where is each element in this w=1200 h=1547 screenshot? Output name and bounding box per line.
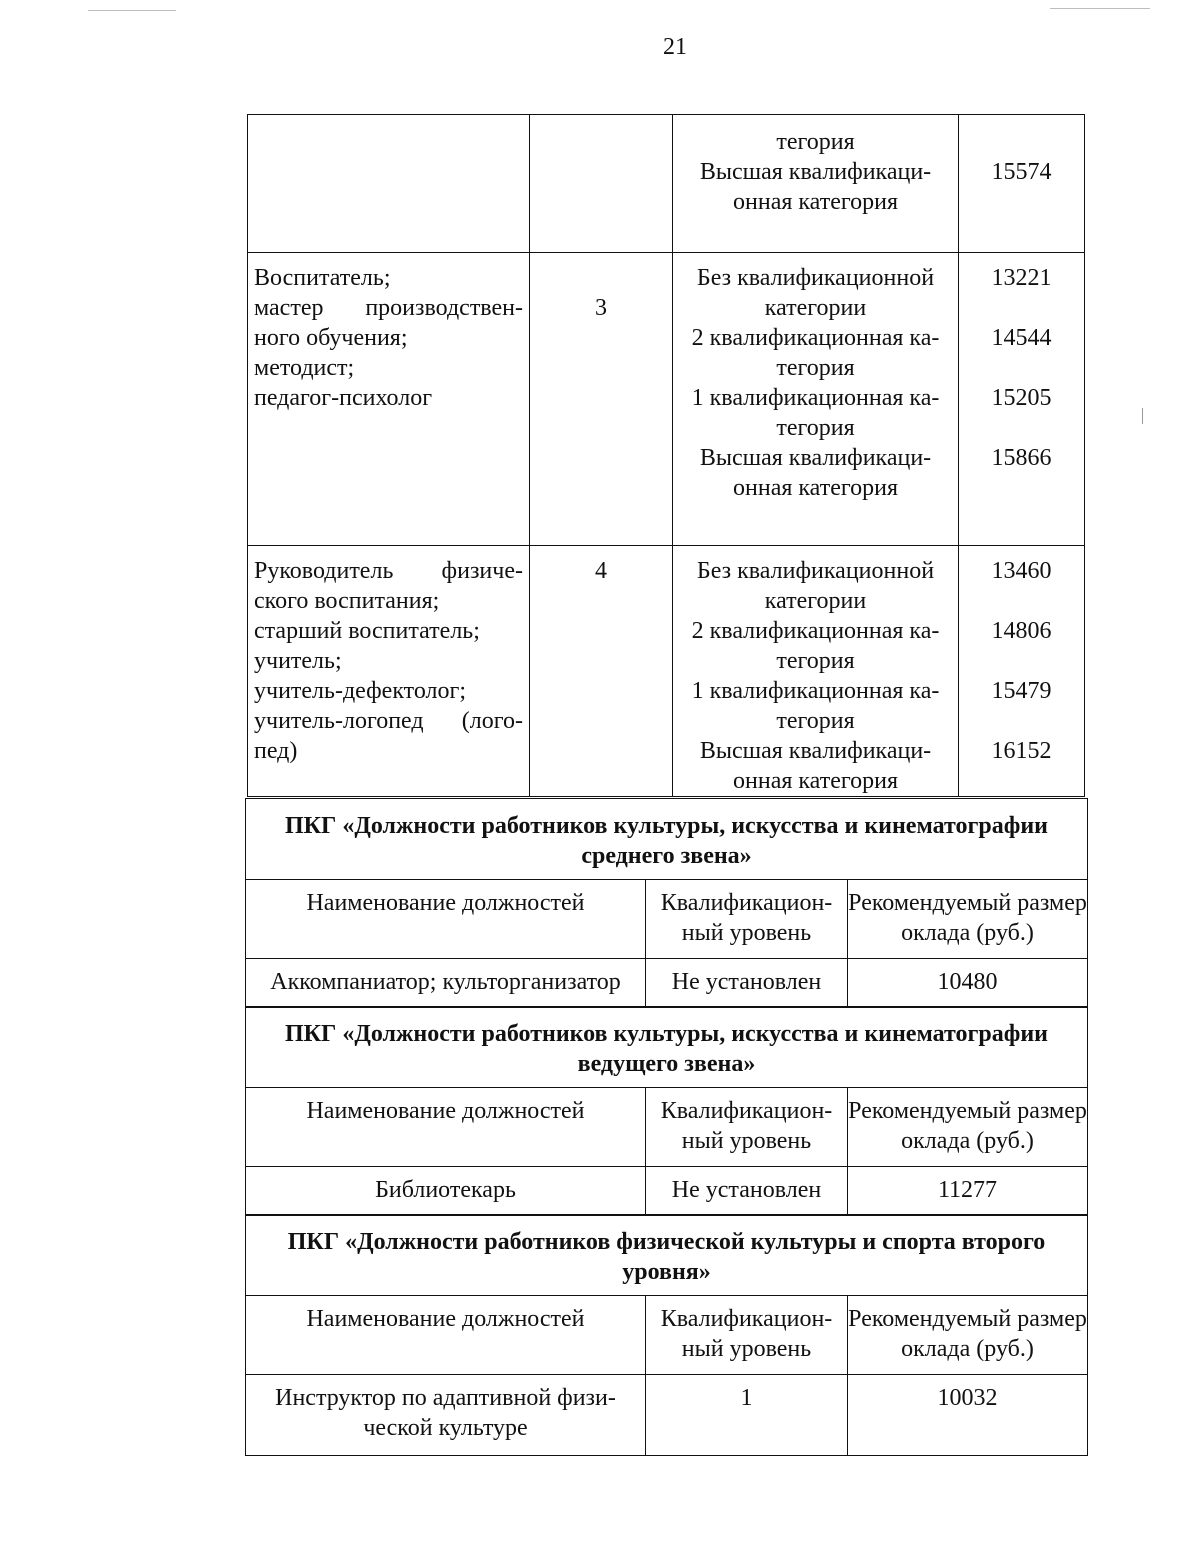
position-line: пед) xyxy=(254,738,298,764)
salary-value: 14806 xyxy=(991,618,1052,644)
positions-cell xyxy=(248,546,530,797)
position-line: педагог-психолог xyxy=(254,385,433,411)
position-name: Библиотекарь xyxy=(246,1167,646,1216)
positions-salary-table xyxy=(247,114,1085,797)
salary-value: 15205 xyxy=(991,385,1052,411)
category-text: Без квалификационной категории xyxy=(696,265,935,321)
salary-cell xyxy=(959,115,1085,253)
column-header: Наименование должностей xyxy=(246,1296,646,1375)
level-value: 3 xyxy=(595,295,607,321)
category-text: тегория Высшая квалификаци- онная категория xyxy=(699,129,932,215)
salary-value: 15479 xyxy=(991,678,1052,704)
salary-value: 15866 xyxy=(991,445,1052,471)
position-line: методист; xyxy=(254,355,355,381)
pkg-title: ПКГ «Должности работников культуры, искусства и кинематографии среднего звена» xyxy=(246,799,1088,880)
category-text: Высшая квалификаци- онная категория xyxy=(699,738,932,794)
pkg-table-culture-leading xyxy=(245,1006,1088,1216)
level-cell xyxy=(530,546,673,797)
category-text: 1 квалификационная ка- тегория xyxy=(691,385,940,441)
category-cell xyxy=(673,115,959,253)
salary-cell xyxy=(959,253,1085,546)
pkg-title: ПКГ «Должности работников культуры, искусства и кинематографии ведущего звена» xyxy=(246,1007,1088,1088)
page-number: 21 xyxy=(663,34,687,60)
qualification-level: 1 xyxy=(646,1375,848,1456)
positions-cell xyxy=(248,115,530,253)
salary-value: 11277 xyxy=(848,1167,1088,1216)
category-text: Высшая квалификаци- онная категория xyxy=(699,445,932,501)
position-line: учитель-логопед (лого- xyxy=(254,708,523,734)
column-header: Рекомендуемый размер оклада (руб.) xyxy=(848,1088,1088,1167)
qualification-level: Не установлен xyxy=(646,1167,848,1216)
position-line: учитель-дефектолог; xyxy=(254,678,467,704)
salary-value: 10032 xyxy=(848,1375,1088,1456)
position-line: ского воспитания; xyxy=(254,588,440,614)
salary-value: 10480 xyxy=(848,959,1088,1008)
column-header: Квалификацион- ный уровень xyxy=(646,1296,848,1375)
pkg-title: ПКГ «Должности работников физической культуры и спорта второго уровня» xyxy=(246,1215,1088,1296)
column-header: Квалификацион- ный уровень xyxy=(646,1088,848,1167)
column-header: Рекомендуемый размер оклада (руб.) xyxy=(848,1296,1088,1375)
level-cell xyxy=(530,115,673,253)
pkg-table-sport-second-level xyxy=(245,1214,1088,1456)
pkg-table-culture-middle xyxy=(245,798,1088,1008)
salary-value: 13460 xyxy=(991,558,1052,584)
level-cell xyxy=(530,253,673,546)
position-name: Аккомпаниатор; культорганизатор xyxy=(246,959,646,1008)
table-row xyxy=(248,253,1085,546)
salary-value: 16152 xyxy=(991,738,1052,764)
position-line: мастер производствен- xyxy=(254,295,523,321)
salary-value: 14544 xyxy=(991,325,1052,351)
salary-value: 13221 xyxy=(991,265,1052,291)
column-header: Наименование должностей xyxy=(246,1088,646,1167)
table-row xyxy=(248,546,1085,797)
column-header: Квалификацион- ный уровень xyxy=(646,880,848,959)
column-header: Рекомендуемый размер оклада (руб.) xyxy=(848,880,1088,959)
salary-cell xyxy=(959,546,1085,797)
position-line: Воспитатель; xyxy=(254,265,391,291)
category-cell xyxy=(673,253,959,546)
category-text: 2 квалификационная ка- тегория xyxy=(691,618,940,674)
scan-mark-right-margin xyxy=(1142,408,1143,424)
scan-mark-top-left xyxy=(88,10,176,11)
category-text: 1 квалификационная ка- тегория xyxy=(691,678,940,734)
position-line: старший воспитатель; xyxy=(254,618,480,644)
position-line: учитель; xyxy=(254,648,342,674)
table-row xyxy=(248,115,1085,253)
category-text: Без квалификационной категории xyxy=(696,558,935,614)
salary-value: 15574 xyxy=(991,159,1052,185)
category-cell xyxy=(673,546,959,797)
positions-cell xyxy=(248,253,530,546)
column-header: Наименование должностей xyxy=(246,880,646,959)
qualification-level: Не установлен xyxy=(646,959,848,1008)
category-text: 2 квалификационная ка- тегория xyxy=(691,325,940,381)
scan-mark-top-right xyxy=(1050,8,1150,9)
position-line: ного обучения; xyxy=(254,325,408,351)
position-name: Инструктор по адаптивной физи- ческой культуре xyxy=(246,1375,646,1456)
position-line: Руководитель физиче- xyxy=(254,558,523,584)
level-value: 4 xyxy=(595,558,607,584)
